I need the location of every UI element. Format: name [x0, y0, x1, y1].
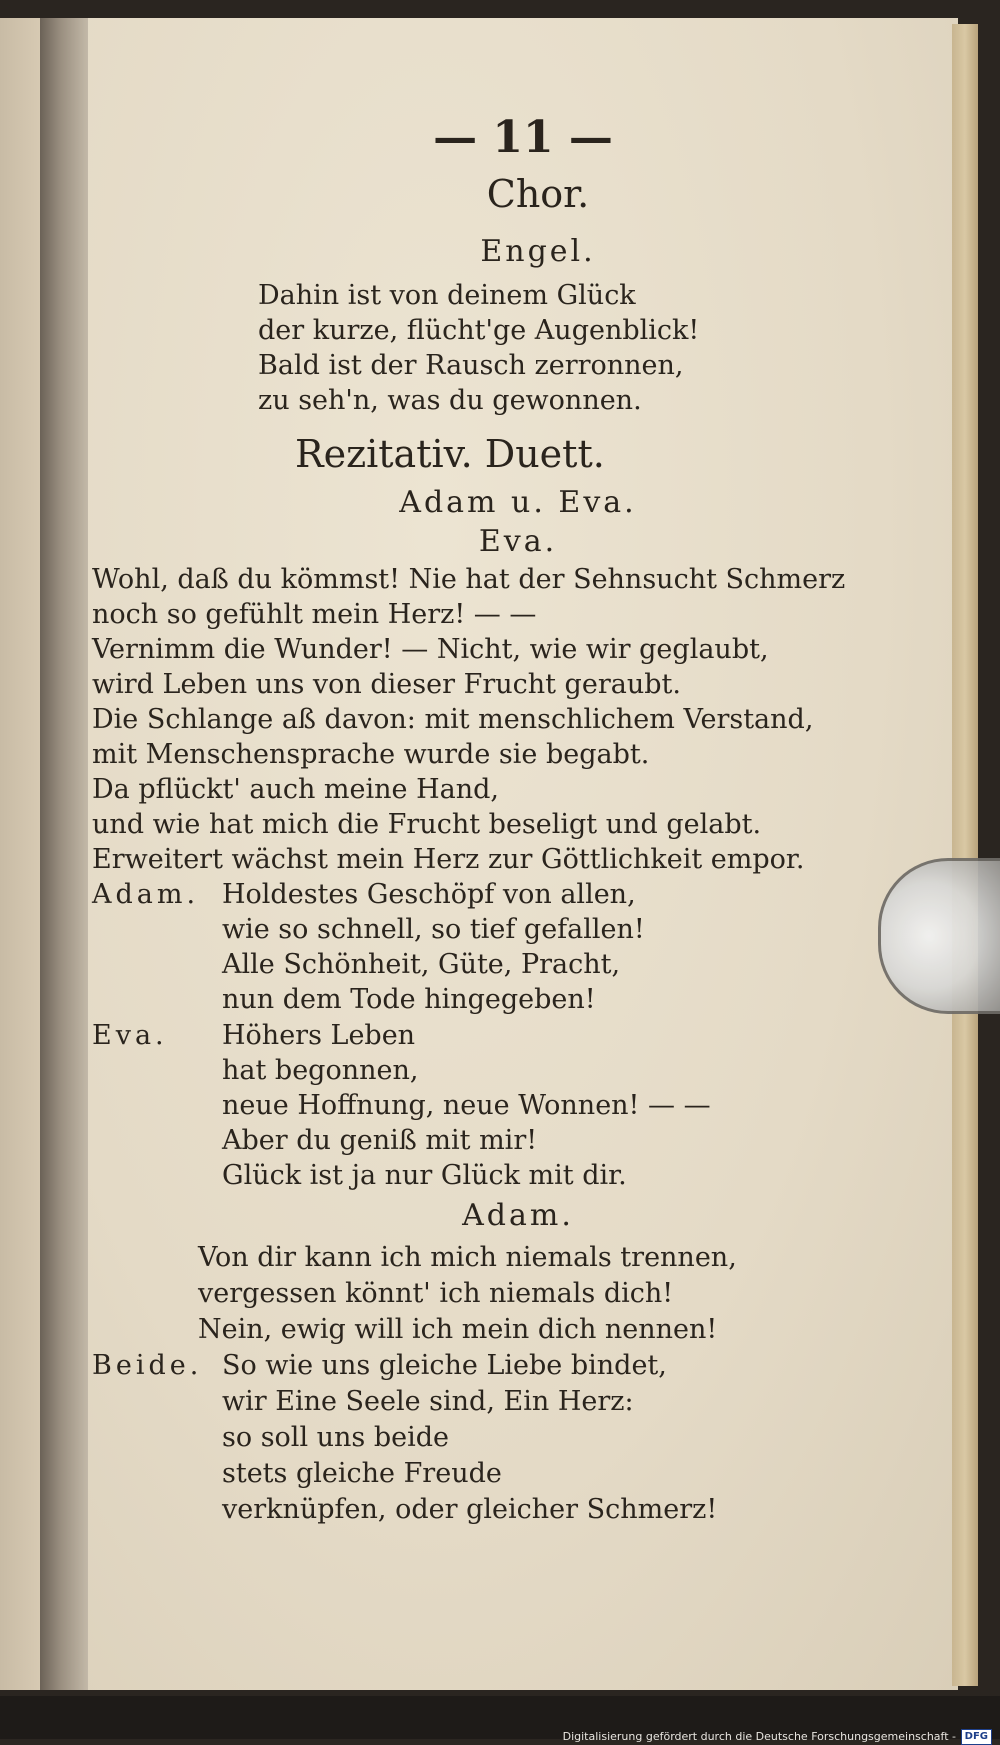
speaker-beide: Beide. [92, 1350, 203, 1381]
label-adam: Adam. [462, 1198, 574, 1233]
page-clip [878, 858, 1000, 1014]
beide-line: stets gleiche Freude [222, 1458, 502, 1489]
label-eva: Eva. [478, 524, 558, 559]
beide-line: So wie uns gleiche Liebe bindet, [222, 1350, 667, 1381]
eva-line: Aber du geniß mit mir! [222, 1125, 538, 1156]
label-engel: Engel. [480, 234, 596, 269]
adam-line: Von dir kann ich mich niemals trennen, [198, 1242, 737, 1273]
book-gutter [40, 18, 92, 1690]
dfg-logo: DFG [961, 1729, 992, 1745]
engel-line: Bald ist der Rausch zerronnen, [258, 350, 684, 381]
engel-line: zu seh'n, was du gewonnen. [258, 385, 642, 416]
engel-line: Dahin ist von deinem Glück [258, 280, 636, 311]
page-number: — 11 — [433, 112, 613, 163]
eva-line: und wie hat mich die Frucht beseligt und gelabt. [92, 809, 762, 840]
beide-line: verknüpfen, oder gleicher Schmerz! [222, 1494, 718, 1525]
engel-line: der kurze, flücht'ge Augenblick! [258, 315, 700, 346]
funding-credit: Digitalisierung gefördert durch die Deutsche Forschungsgemeinschaft - [562, 1730, 956, 1743]
eva-line: Höhers Leben [222, 1020, 416, 1051]
heading-rezitativ-duett: Rezitativ. Duett. [295, 432, 605, 476]
eva-line: hat begonnen, [222, 1055, 419, 1086]
adam-line: vergessen könnt' ich niemals dich! [198, 1278, 674, 1309]
speaker-eva: Eva. [92, 1020, 168, 1051]
eva-line: Erweitert wächst mein Herz zur Göttlichkeit empor. [92, 844, 805, 875]
speaker-adam: Adam. [92, 879, 200, 910]
heading-chor: Chor. [486, 172, 590, 216]
adam-line: Holdestes Geschöpf von allen, [222, 879, 636, 910]
adam-line: Alle Schönheit, Güte, Pracht, [222, 949, 621, 980]
eva-line: Wohl, daß du kömmst! Nie hat der Sehnsucht Schmerz [92, 564, 846, 595]
label-adam-und-eva: Adam u. Eva. [399, 485, 637, 520]
beide-line: so soll uns beide [222, 1422, 450, 1453]
eva-line: Da pflückt' auch meine Hand, [92, 774, 499, 805]
eva-line: noch so gefühlt mein Herz! — — [92, 599, 537, 630]
beide-line: wir Eine Seele sind, Ein Herz: [222, 1386, 634, 1417]
eva-line: Glück ist ja nur Glück mit dir. [222, 1160, 627, 1191]
eva-line: Die Schlange aß davon: mit menschlichem Verstand, [92, 704, 814, 735]
adam-line: Nein, ewig will ich mein dich nennen! [198, 1314, 718, 1345]
eva-line: wird Leben uns von dieser Frucht geraubt. [92, 669, 681, 700]
eva-line: Vernimm die Wunder! — Nicht, wie wir geglaubt, [92, 634, 769, 665]
adam-line: wie so schnell, so tief gefallen! [222, 914, 645, 945]
eva-line: neue Hoffnung, neue Wonnen! — — [222, 1090, 711, 1121]
page-fore-edge [952, 24, 978, 1686]
adam-line: nun dem Tode hingegeben! [222, 984, 596, 1015]
eva-line: mit Menschensprache wurde sie begabt. [92, 739, 650, 770]
